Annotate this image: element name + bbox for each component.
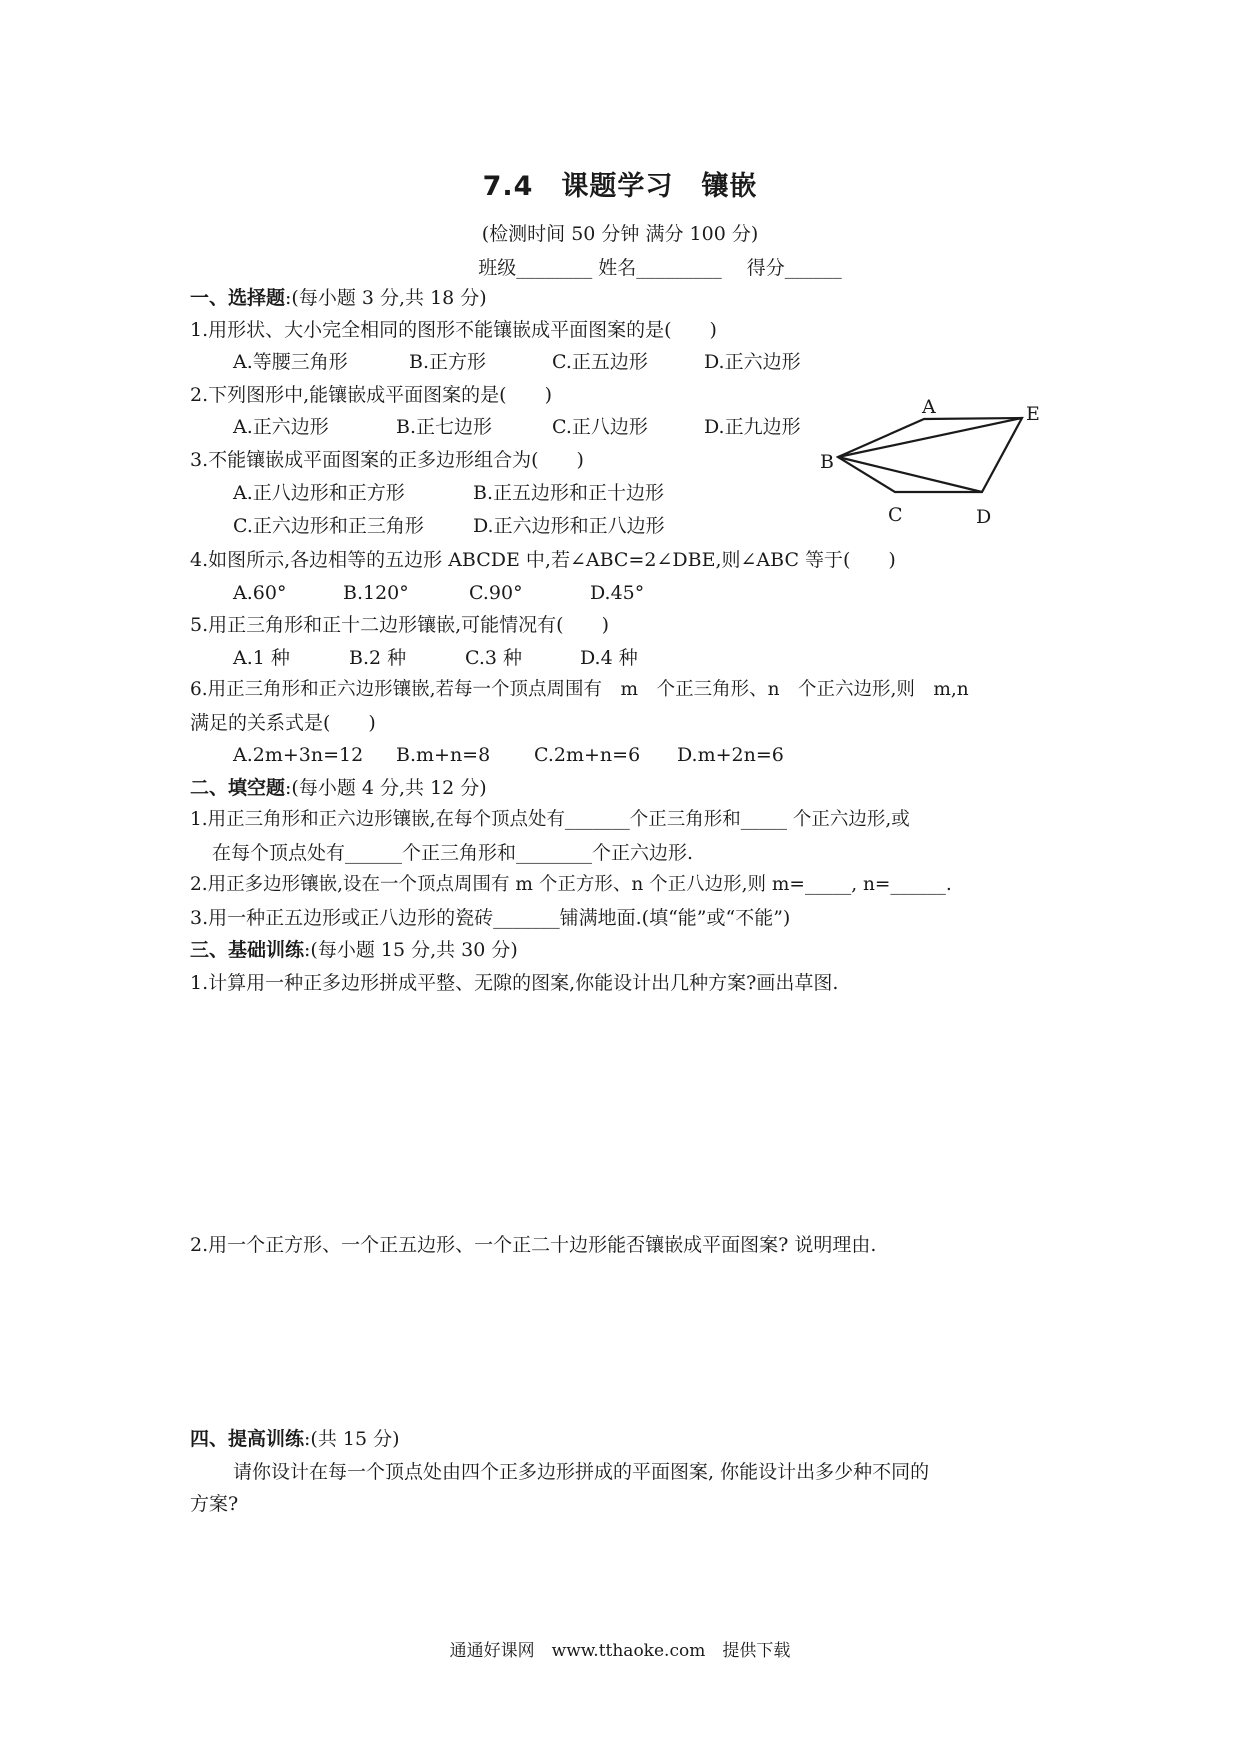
- basic-question-2: 2.用一个正方形、一个正五边形、一个正二十边形能否镶嵌成平面图案? 说明理由.: [190, 1234, 877, 1256]
- option-c: C.正六边形和正三角形: [233, 515, 424, 537]
- advanced-question-continued: 方案?: [190, 1493, 239, 1515]
- section-label: 一、选择题: [190, 287, 286, 309]
- option-c: C.3 种: [465, 647, 523, 669]
- vertex-label-c: C: [888, 504, 903, 526]
- option-b: B.m+n=8: [396, 744, 491, 766]
- student-info-line: 班级________ 姓名_________ 得分______: [478, 257, 842, 279]
- vertex-label-e: E: [1026, 403, 1040, 425]
- question-options: [233, 743, 784, 767]
- option-d: D.4 种: [580, 647, 638, 669]
- option-b: B.正七边形: [396, 416, 493, 438]
- vertex-label-a: A: [922, 396, 936, 418]
- question-options: [233, 415, 801, 439]
- option-c: C.2m+n=6: [534, 744, 641, 766]
- option-b: B.120°: [343, 582, 409, 604]
- question-stem: 2.下列图形中,能镶嵌成平面图案的是( ): [190, 384, 552, 406]
- question-options: [233, 646, 638, 670]
- option-b: B.正五边形和正十边形: [473, 482, 665, 504]
- option-b: B.2 种: [349, 647, 407, 669]
- fill-question-2: 2.用正多边形镶嵌,设在一个顶点周围有 m 个正方形、n 个正八边形,则 m=_____, n=______.: [190, 874, 952, 895]
- section-note: :(每小题 3 分,共 18 分): [285, 287, 487, 309]
- option-a: A.正八边形和正方形: [233, 482, 405, 504]
- section-advanced-heading: [190, 1427, 400, 1451]
- vertex-label-b: B: [820, 451, 834, 473]
- section-basic-heading: [190, 938, 518, 962]
- diagonal-bd: [838, 457, 982, 492]
- option-d: D.正六边形和正八边形: [473, 515, 665, 537]
- option-a: A.等腰三角形: [233, 351, 348, 373]
- question-stem: 4.如图所示,各边相等的五边形 ABCDE 中,若∠ABC=2∠DBE,则∠ABC 等于( ): [190, 549, 896, 571]
- question-stem: 6.用正三角形和正六边形镶嵌,若每一个顶点周围有 m 个正三角形、n 个正六边形,则 m,n: [190, 679, 969, 700]
- section-label: 三、基础训练: [190, 939, 305, 961]
- section-label: 四、提高训练: [190, 1428, 305, 1450]
- vertex-label-d: D: [976, 506, 992, 528]
- question-stem-continued: 满足的关系式是( ): [190, 712, 376, 734]
- basic-question-1: 1.计算用一种正多边形拼成平整、无隙的图案,你能设计出几种方案?画出草图.: [190, 972, 839, 994]
- option-a: A.2m+3n=12: [233, 744, 364, 766]
- option-c: C.正五边形: [552, 351, 648, 373]
- advanced-question: 请你设计在每一个顶点处由四个正多边形拼成的平面图案, 你能设计出多少种不同的: [233, 1461, 930, 1483]
- section-note: :(共 15 分): [304, 1428, 400, 1450]
- pentagon-outline: [838, 418, 1022, 492]
- fill-question-1-continued: 在每个顶点处有______个正三角形和________个正六边形.: [212, 842, 694, 864]
- option-a: A.60°: [233, 582, 287, 604]
- pentagon-edges: [838, 418, 1022, 492]
- section-note: :(每小题 4 分,共 12 分): [285, 777, 487, 799]
- option-b: B.正方形: [409, 351, 487, 373]
- section-fill-heading: [190, 776, 487, 800]
- fill-question-1: 1.用正三角形和正六边形镶嵌,在每个顶点处有_______个正三角形和_____ 个正六边形,或: [190, 809, 910, 830]
- option-d: D.正九边形: [704, 416, 801, 438]
- option-a: A.1 种: [233, 647, 290, 669]
- option-c: C.90°: [469, 582, 523, 604]
- question-stem: 1.用形状、大小完全相同的图形不能镶嵌成平面图案的是( ): [190, 319, 717, 341]
- fill-question-3: 3.用一种正五边形或正八边形的瓷砖_______铺满地面.(填“能”或“不能”): [190, 907, 791, 929]
- section-note: :(每小题 15 分,共 30 分): [304, 939, 518, 961]
- exam-subtitle: (检测时间 50 分钟 满分 100 分): [481, 223, 759, 245]
- question-options: [233, 514, 665, 538]
- question-options: [233, 481, 664, 505]
- option-a: A.正六边形: [233, 416, 329, 438]
- page-title: 7.4 课题学习 镶嵌: [482, 171, 758, 202]
- option-d: D.正六边形: [704, 351, 801, 373]
- option-d: D.45°: [590, 582, 645, 604]
- question-stem: 3.不能镶嵌成平面图案的正多边形组合为( ): [190, 449, 584, 471]
- question-options: [233, 350, 801, 374]
- question-options: [233, 581, 644, 605]
- diagonal-be: [838, 418, 1022, 457]
- section-label: 二、填空题: [190, 777, 286, 799]
- question-stem: 5.用正三角形和正十二边形镶嵌,可能情况有( ): [190, 614, 609, 636]
- option-d: D.m+2n=6: [677, 744, 784, 766]
- section-choice-heading: [190, 286, 487, 310]
- page-footer: 通通好课网 www.tthaoke.com 提供下载: [449, 1641, 791, 1661]
- pentagon-abcde-figure: [820, 392, 1050, 534]
- option-c: C.正八边形: [552, 416, 648, 438]
